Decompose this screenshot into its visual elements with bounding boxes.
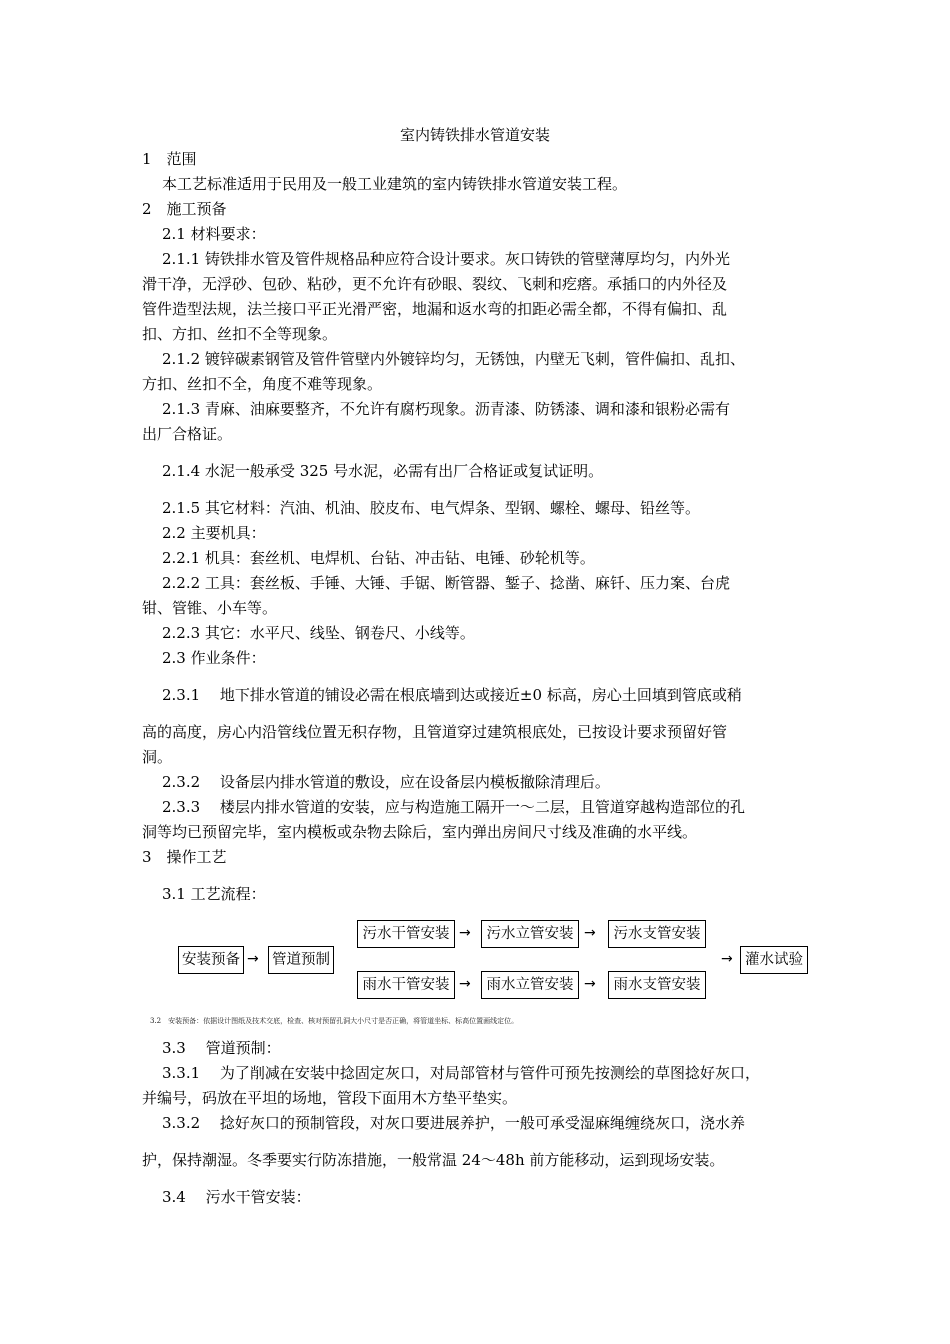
- flow-box-rain-riser: 雨水立管安装: [481, 971, 579, 999]
- paragraph-line: 2.2.3 其它：水平尺、线坠、钢卷尺、小线等。: [162, 624, 475, 642]
- flow-arrow: →: [459, 976, 471, 992]
- paragraph-line: 2.2.1 机具：套丝机、电焊机、台钻、冲击钻、电锤、砂轮机等。: [162, 549, 595, 567]
- paragraph-line: 高的高度，房心内沿管线位置无积存物，且管道穿过建筑根底处，已按设计要求预留好管: [142, 723, 728, 741]
- paragraph-line: 2.1.1 铸铁排水管及管件规格品种应符合设计要求。灰口铸铁的管壁薄厚均匀，内外光: [162, 250, 730, 268]
- flow-arrow: →: [584, 976, 596, 992]
- flow-arrow: →: [721, 951, 733, 967]
- paragraph-line: 2.3.3 楼层内排水管道的安装，应与构造施工隔开一～二层，且管道穿越构造部位的孔: [162, 798, 745, 816]
- note-3-2: 3.2 安装预备：依据设计图纸及技术交底，检查、核对预留孔洞大小尺寸是否正确，将管道坐标、标高位置画线定位。: [150, 1017, 519, 1025]
- paragraph-line: 2.3.1 地下排水管道的铺设必需在根底墙到达或接近±0 标高，房心土回填到管底或稍: [162, 686, 742, 704]
- flow-arrow: →: [459, 925, 471, 941]
- paragraph-line: 3.3.1 为了削减在安装中捻固定灰口，对局部管材与管件可预先按测绘的草图捻好灰口，: [162, 1064, 760, 1082]
- paragraph-line: 本工艺标准适用于民用及一般工业建筑的室内铸铁排水管道安装工程。: [162, 175, 628, 193]
- paragraph-line: 并编号，码放在平坦的场地，管段下面用木方垫平垫实。: [142, 1089, 518, 1107]
- subsection-heading: 3.4 污水干管安装：: [162, 1188, 311, 1206]
- flow-arrow: →: [584, 925, 596, 941]
- paragraph-line: 3.3.2 捻好灰口的预制管段，对灰口要进展养护，一般可承受湿麻绳缠绕灰口，浇水养: [162, 1114, 745, 1132]
- paragraph-line: 出厂合格证。: [142, 425, 233, 443]
- subsection-heading: 2.1 材料要求：: [162, 225, 266, 243]
- section-1-heading: 1 范围: [142, 150, 197, 168]
- subsection-heading: 2.2 主要机具：: [162, 524, 266, 542]
- subsection-heading: 2.3 作业条件：: [162, 649, 266, 667]
- flow-arrow: →: [247, 951, 259, 967]
- flow-box-prep: 安装预备: [178, 946, 244, 974]
- flow-box-sewage-riser: 污水立管安装: [481, 920, 579, 948]
- paragraph-line: 洞等均已预留完毕，室内模板或杂物去除后，室内弹出房间尺寸线及准确的水平线。: [142, 823, 698, 841]
- flow-box-sewage-main: 污水干管安装: [357, 920, 455, 948]
- paragraph-line: 2.1.3 青麻、油麻要整齐，不允许有腐朽现象。沥青漆、防锈漆、调和漆和银粉必需有: [162, 400, 730, 418]
- flow-box-test: 灌水试验: [740, 946, 808, 974]
- page-title: 室内铸铁排水管道安装: [399, 126, 550, 144]
- section-3-heading: 3 操作工艺: [142, 848, 227, 866]
- paragraph-line: 护，保持潮湿。冬季要实行防冻措施，一般常温 24～48h 前方能移动，运到现场安装。: [142, 1151, 725, 1169]
- paragraph-line: 2.1.5 其它材料：汽油、机油、胶皮布、电气焊条、型钢、螺栓、螺母、铅丝等。: [162, 499, 700, 517]
- paragraph-line: 2.1.4 水泥一般承受 325 号水泥，必需有出厂合格证或复试证明。: [162, 462, 604, 480]
- subsection-heading: 3.1 工艺流程：: [162, 885, 266, 903]
- subsection-heading: 3.3 管道预制：: [162, 1039, 281, 1057]
- paragraph-line: 2.3.2 设备层内排水管道的敷设，应在设备层内模板撤除清理后。: [162, 773, 610, 791]
- paragraph-line: 方扣、丝扣不全，角度不难等现象。: [142, 375, 383, 393]
- section-2-heading: 2 施工预备: [142, 200, 227, 218]
- flow-box-rain-branch: 雨水支管安装: [608, 971, 706, 999]
- flow-box-sewage-branch: 污水支管安装: [608, 920, 706, 948]
- flow-box-rain-main: 雨水干管安装: [357, 971, 455, 999]
- paragraph-line: 2.1.2 镀锌碳素钢管及管件管壁内外镀锌均匀，无锈蚀，内壁无飞刺，管件偏扣、乱扣、: [162, 350, 745, 368]
- paragraph-line: 钳、管锥、小车等。: [142, 599, 278, 617]
- paragraph-line: 扣、方扣、丝扣不全等现象。: [142, 325, 338, 343]
- flow-box-prefab: 管道预制: [268, 946, 334, 974]
- paragraph-line: 洞。: [142, 748, 173, 766]
- paragraph-line: 2.2.2 工具：套丝板、手锤、大锤、手锯、断管器、錾子、捻凿、麻钎、压力案、台虎: [162, 574, 730, 592]
- paragraph-line: 管件造型法规，法兰接口平正光滑严密，地漏和返水弯的扣距必需全都，不得有偏扣、乱: [142, 300, 728, 318]
- paragraph-line: 滑干净，无浮砂、包砂、粘砂，更不允许有砂眼、裂纹、飞刺和疙瘩。承插口的内外径及: [142, 275, 728, 293]
